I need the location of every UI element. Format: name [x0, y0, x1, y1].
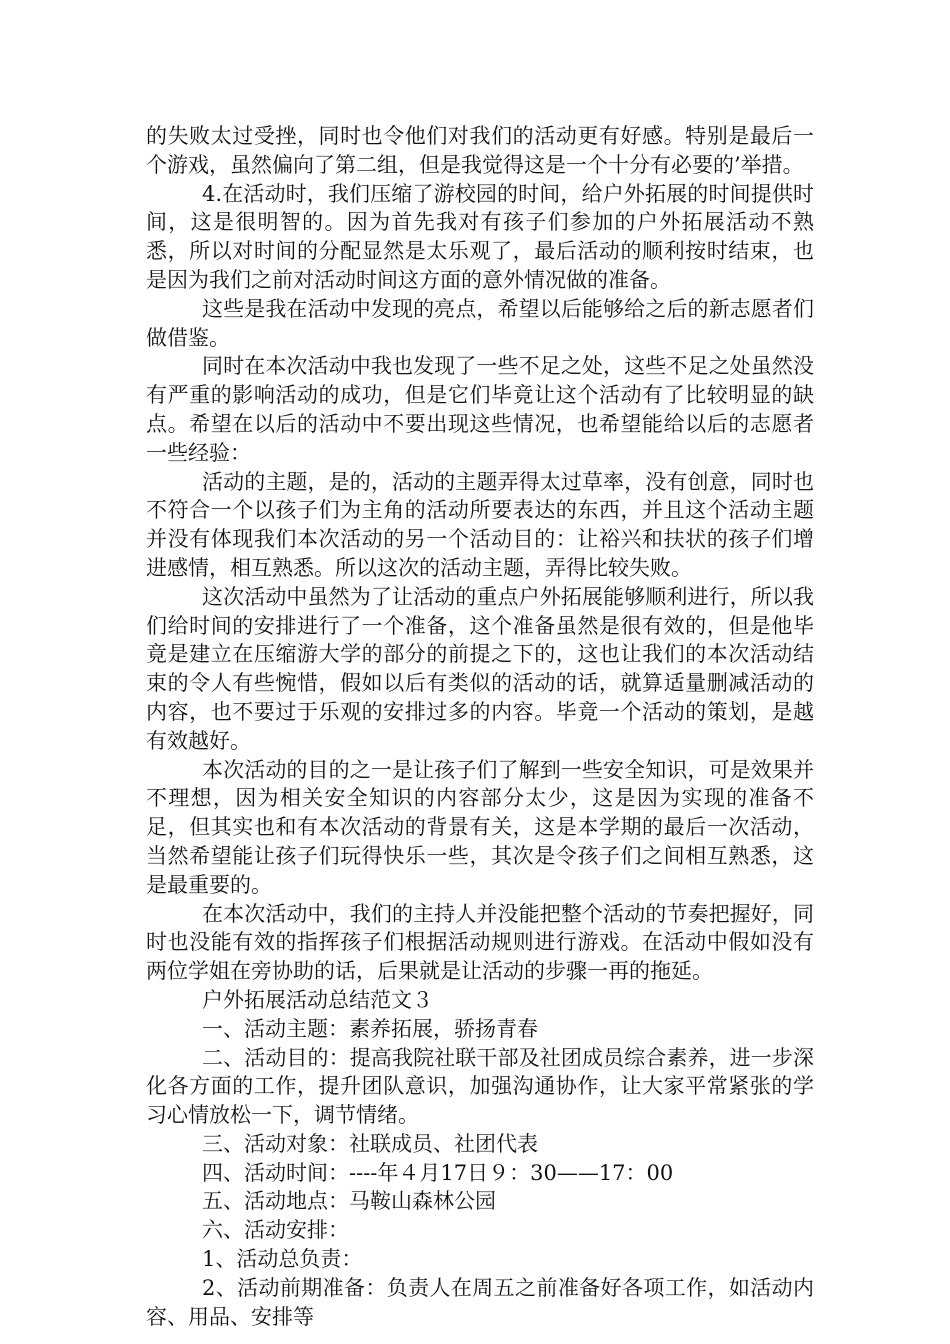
paragraph: 五、活动地点：马鞍山森林公园	[202, 1189, 496, 1214]
paragraph: 的失败太过受挫，同时也令他们对我们的活动更有好感。特别是最后一个游戏，虽然偏向了第二组，但是我觉得这是一个十分有必要的’举措。	[146, 124, 814, 177]
document-body	[146, 122, 814, 1331]
paragraph: 在本次活动中，我们的主持人并没能把整个活动的节奏把握好，同时也没能有效的指挥孩子们根据活动规则进行游戏。在活动中假如没有两位学姐在旁协助的话，后果就是让活动的步骤一再的拖延。	[146, 901, 814, 984]
paragraph: 这些是我在活动中发现的亮点，希望以后能够给之后的新志愿者们做借鉴。	[146, 296, 814, 350]
paragraph: 2、活动前期准备：负责人在周五之前准备好各项工作，如活动内容、用品、安排等	[146, 1275, 814, 1329]
paragraph: 活动的主题，是的，活动的主题弄得太过草率，没有创意，同时也不符合一个以孩子们为主角的活动所要表达的东西，并且这个活动主题并没有体现我们本次活动的另一个活动目的：让裕兴和扶状的孩子们增进感情，相互熟悉。所以这次的活动主题，弄得比较失败。	[146, 469, 814, 580]
section-title: 户外拓展活动总结范文３	[202, 987, 433, 1012]
paragraph: 一、活动主题：素养拓展，骄扬青春	[202, 1016, 538, 1041]
paragraph: 4.在活动时，我们压缩了游校园的时间，给户外拓展的时间提供时间，这是很明智的。因为首先我对有孩子们参加的户外拓展活动不熟悉，所以对时间的分配显然是太乐观了，最后活动的顺利按时结束，也是因为我们之前对活动时间这方面的意外情况做的准备。	[146, 181, 814, 292]
paragraph: 本次活动的目的之一是让孩子们了解到一些安全知识，可是效果并不理想，因为相关安全知识的内容部分太少，这是因为实现的准备不足，但其实也和有本次活动的背景有关，这是本学期的最后一次活动，当然希望能让孩子们玩得快乐一些，其次是令孩子们之间相互熟悉，这是最重要的。	[146, 757, 814, 897]
paragraph: 1、活动总负责：	[202, 1247, 363, 1272]
paragraph: 四、活动时间：----年４月17日９：30——17：00	[202, 1160, 674, 1185]
paragraph: 二、活动目的：提高我院社联干部及社团成员综合素养，进一步深化各方面的工作，提升团队意识，加强沟通协作，让大家平常紧张的学习心情放松一下，调节情绪。	[146, 1045, 814, 1128]
paragraph: 同时在本次活动中我也发现了一些不足之处，这些不足之处虽然没有严重的影响活动的成功，但是它们毕竟让这个活动有了比较明显的缺点。希望在以后的活动中不要出现这些情况，也希望能给以后的志愿者一些经验：	[146, 354, 814, 465]
paragraph: 六、活动安排：	[202, 1218, 349, 1243]
paragraph: 三、活动对象：社联成员、社团代表	[202, 1131, 538, 1156]
paragraph: 这次活动中虽然为了让活动的重点户外拓展能够顺利进行，所以我们给时间的安排进行了一个准备，这个准备虽然是很有效的，但是他毕竟是建立在压缩游大学的部分的前提之下的，这也让我们的本次活动结束的令人有些惋惜，假如以后有类似的活动的话，就算适量删减活动的内容，也不要过于乐观的安排过多的内容。毕竟一个活动的策划，是越有效越好。	[146, 584, 814, 753]
